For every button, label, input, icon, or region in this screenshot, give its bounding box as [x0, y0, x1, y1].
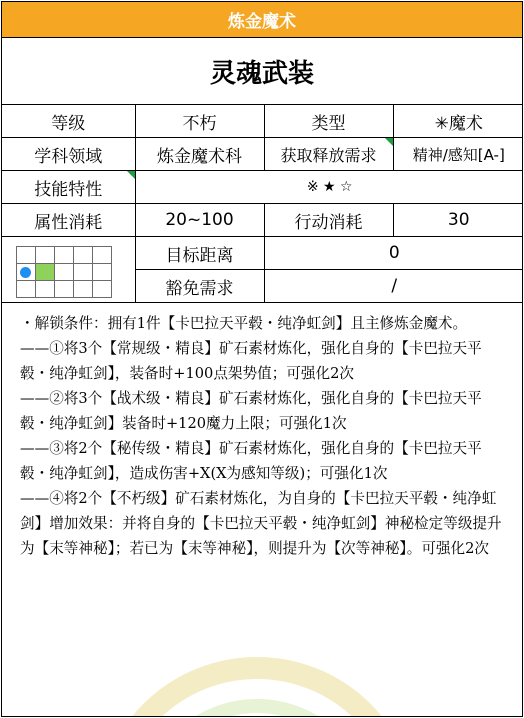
- enhance-1: ——①将3个【常规级・精良】矿石素材炼化，强化自身的【卡巴拉天平毂・纯净虹剑】，装备时+100点架势值；可强化2次: [20, 340, 482, 382]
- action-cost-value: 30: [393, 204, 523, 237]
- range-grid-icon: [16, 246, 112, 298]
- enhance-3: ——③将2个【秘传级・精良】矿石素材炼化，强化自身的【卡巴拉天平毂・纯净虹剑】，造成伤害+X(X为感知等级)；可强化1次: [20, 440, 482, 482]
- type-label: 类型: [264, 105, 393, 138]
- requirement-label: 获取释放需求: [264, 138, 393, 171]
- save-value: /: [264, 270, 523, 303]
- field-value: 炼金魔术科: [135, 138, 264, 171]
- card-title: 灵魂武装: [2, 38, 522, 105]
- target-distance-label: 目标距离: [135, 237, 264, 270]
- unlock-condition: ・解锁条件：拥有1件【卡巴拉天平毂・纯净虹剑】且主修炼金魔术。: [20, 315, 468, 332]
- level-value: 不朽: [135, 105, 264, 138]
- type-value: ✳魔术: [393, 105, 523, 138]
- table-row: [2, 138, 523, 171]
- enhance-2: ——②将3个【战术级・精良】矿石素材炼化，强化自身的【卡巴拉天平毂・纯净虹剑】装备时+120魔力上限；可强化1次: [20, 390, 482, 432]
- description: [2, 303, 522, 561]
- watermark-icon: [92, 653, 422, 717]
- save-label: 豁免需求: [135, 270, 264, 303]
- trait-value: ※ ★ ☆: [135, 171, 523, 204]
- enhance-4: ——④将2个【不朽级】矿石素材炼化，为自身的【卡巴拉天平毂・纯净虹剑】增加效果：并将自身的【卡巴拉天平毂・纯净虹剑】神秘检定等级提升为【末等神秘】；若已为【末等神秘】，则提升为【次等神秘】。可强化2次: [20, 490, 502, 557]
- range-grid-cell: [2, 237, 135, 303]
- level-label: 等级: [2, 105, 135, 138]
- card-header: 炼金魔术: [2, 2, 522, 38]
- table-row: [2, 204, 523, 237]
- table-row: [2, 105, 523, 138]
- target-distance-value: 0: [264, 237, 523, 270]
- attribute-cost-value: 20~100: [135, 204, 264, 237]
- action-cost-label: 行动消耗: [264, 204, 393, 237]
- attribute-cost-label: 属性消耗: [2, 204, 135, 237]
- attributes-table: [2, 105, 523, 303]
- table-row: [2, 171, 523, 204]
- requirement-value: 精神/感知[A-]: [393, 138, 523, 171]
- trait-label: 技能特性: [2, 171, 135, 204]
- table-row: [2, 237, 523, 270]
- skill-card: [1, 1, 523, 717]
- field-label: 学科领域: [2, 138, 135, 171]
